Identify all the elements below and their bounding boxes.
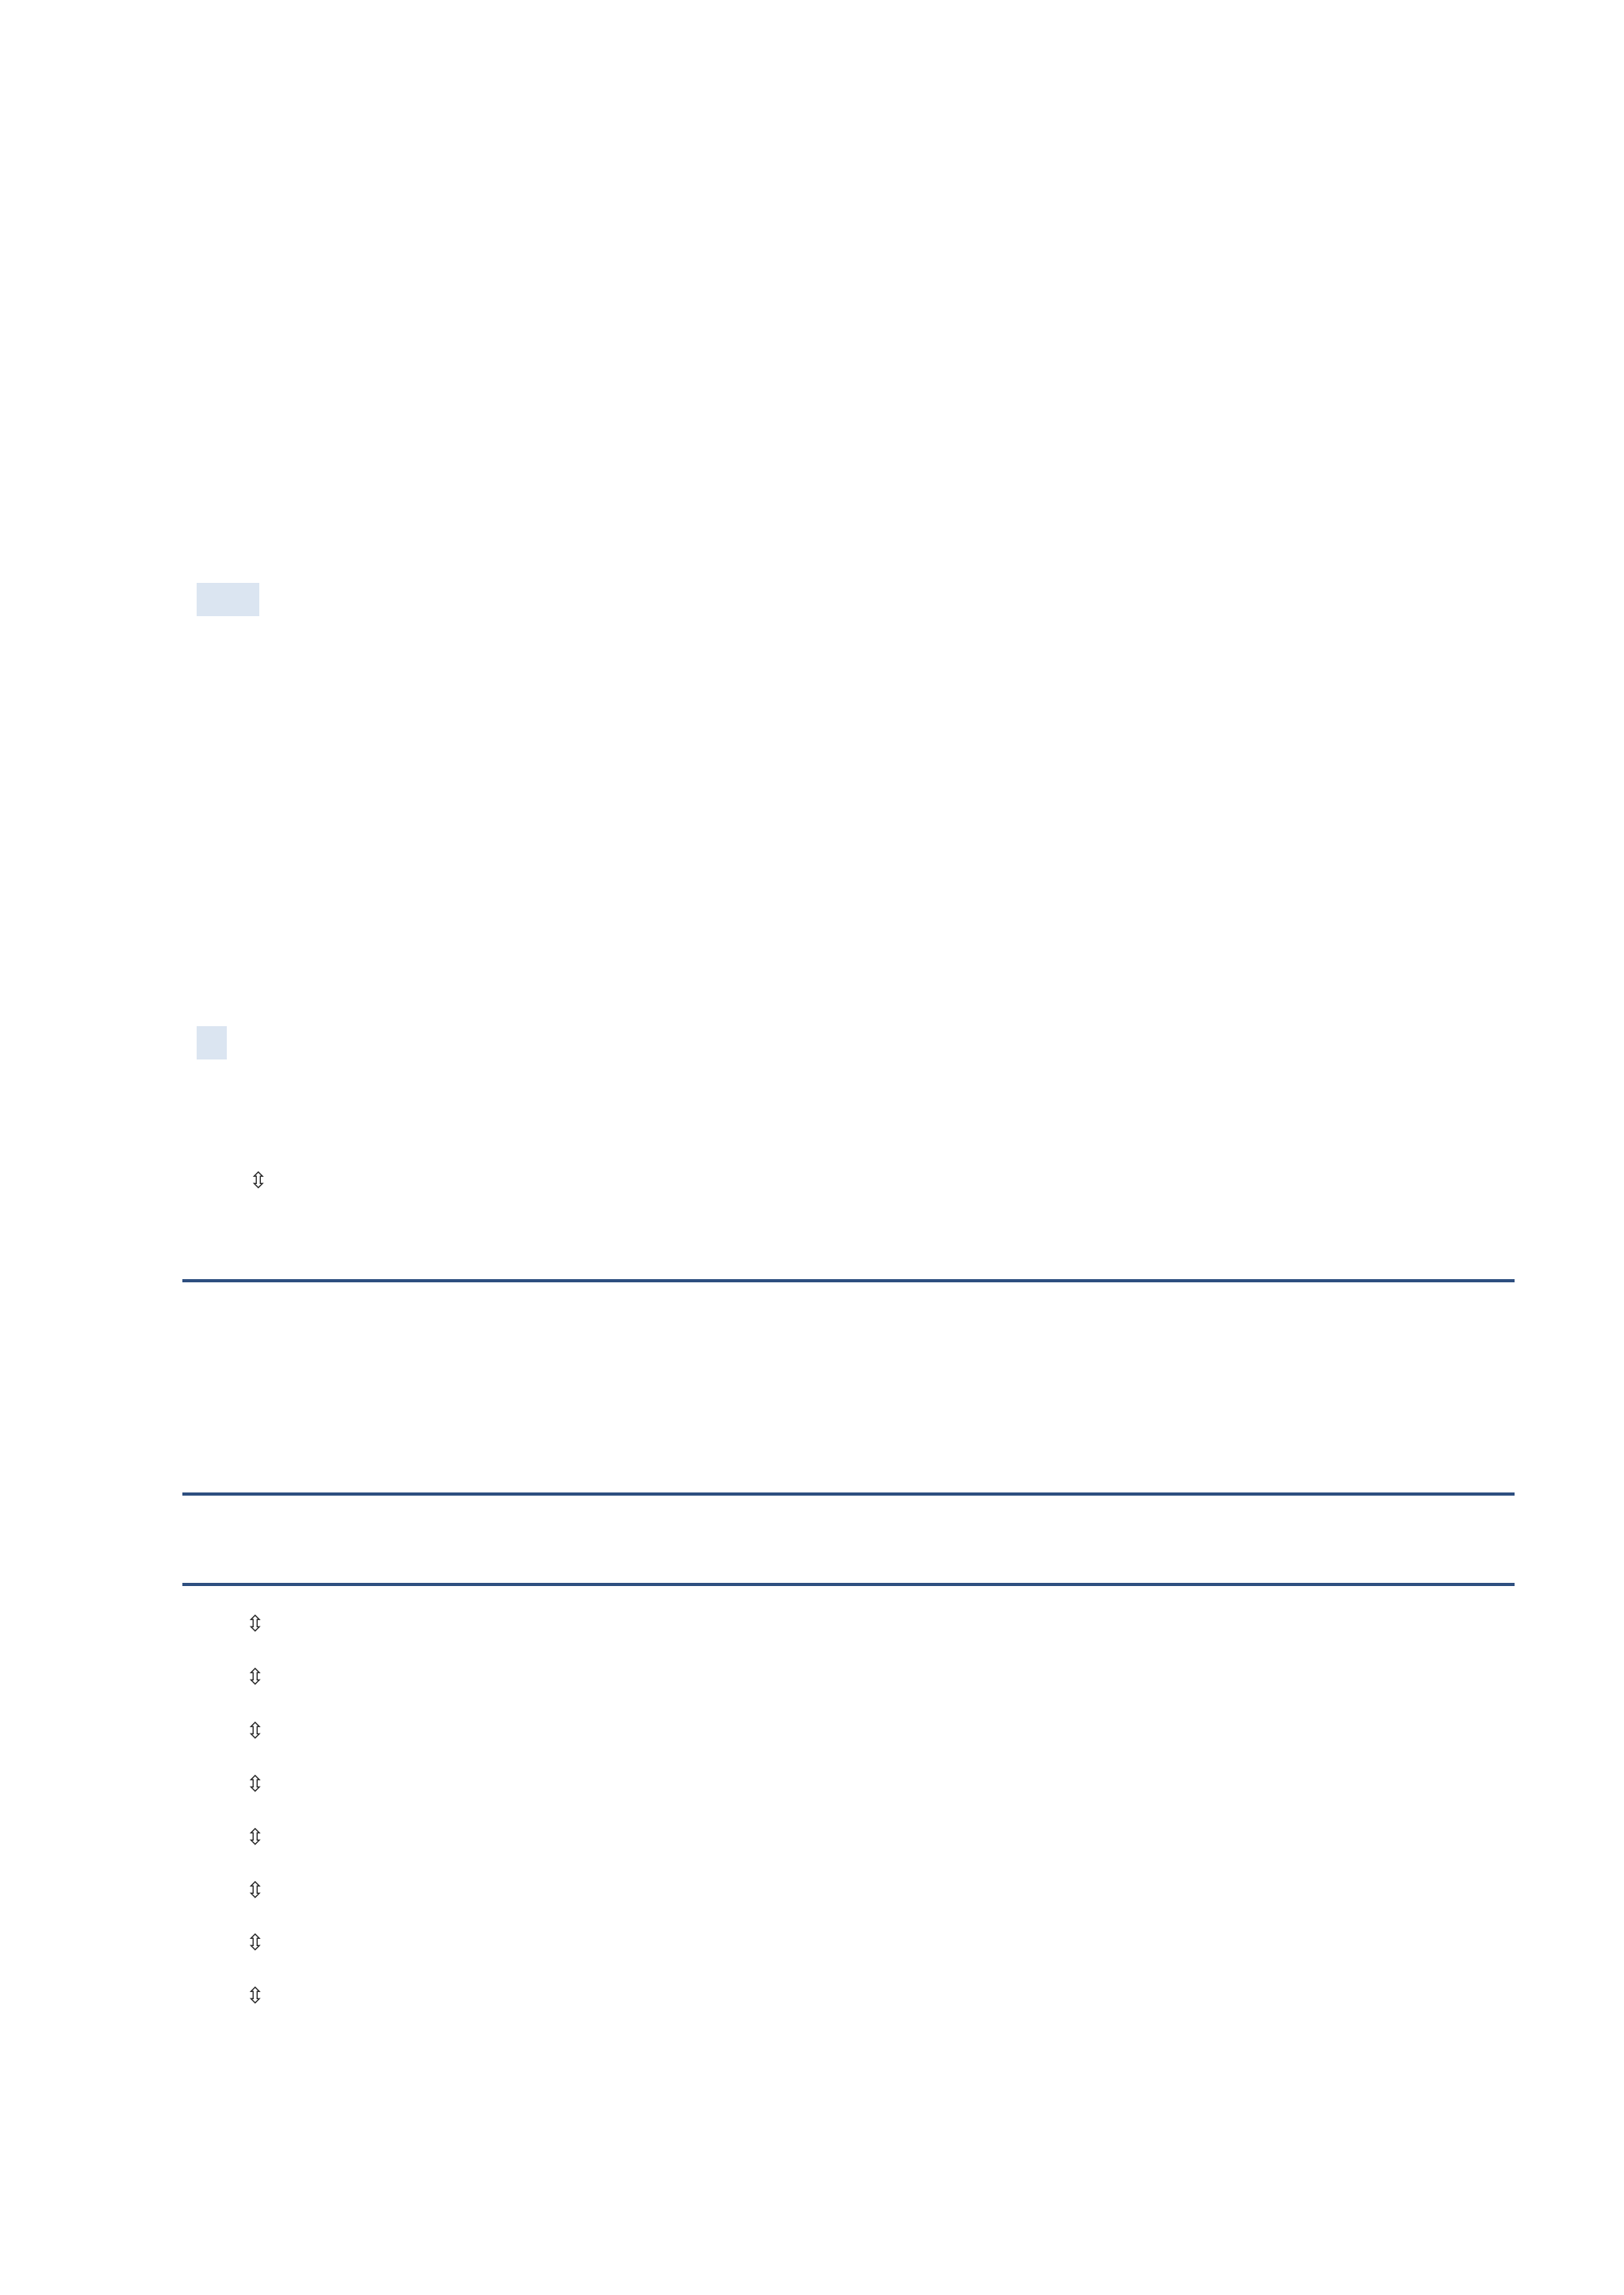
academic-divider	[182, 1279, 1515, 1282]
arrow-bullet-icon: ⇳	[246, 1877, 265, 1903]
arrow-bullet-icon: ⇳	[246, 1824, 265, 1850]
computer-divider	[182, 1492, 1515, 1496]
arrow-bullet-icon: ⇳	[246, 1664, 265, 1690]
personal-divider	[182, 1583, 1515, 1586]
prasad-job-heading	[197, 583, 259, 616]
arrow-bullet-icon: ⇳	[246, 1611, 265, 1637]
arrow-bullet-icon: ⇳	[249, 1167, 268, 1193]
arrow-bullet-icon: ⇳	[246, 1929, 265, 1956]
arrow-bullet-icon: ⇳	[246, 1771, 265, 1797]
arrow-bullet-icon: ⇳	[246, 1718, 265, 1744]
arrow-bullet-icon: ⇳	[246, 1983, 265, 2009]
sen-job-heading	[197, 1026, 227, 1059]
